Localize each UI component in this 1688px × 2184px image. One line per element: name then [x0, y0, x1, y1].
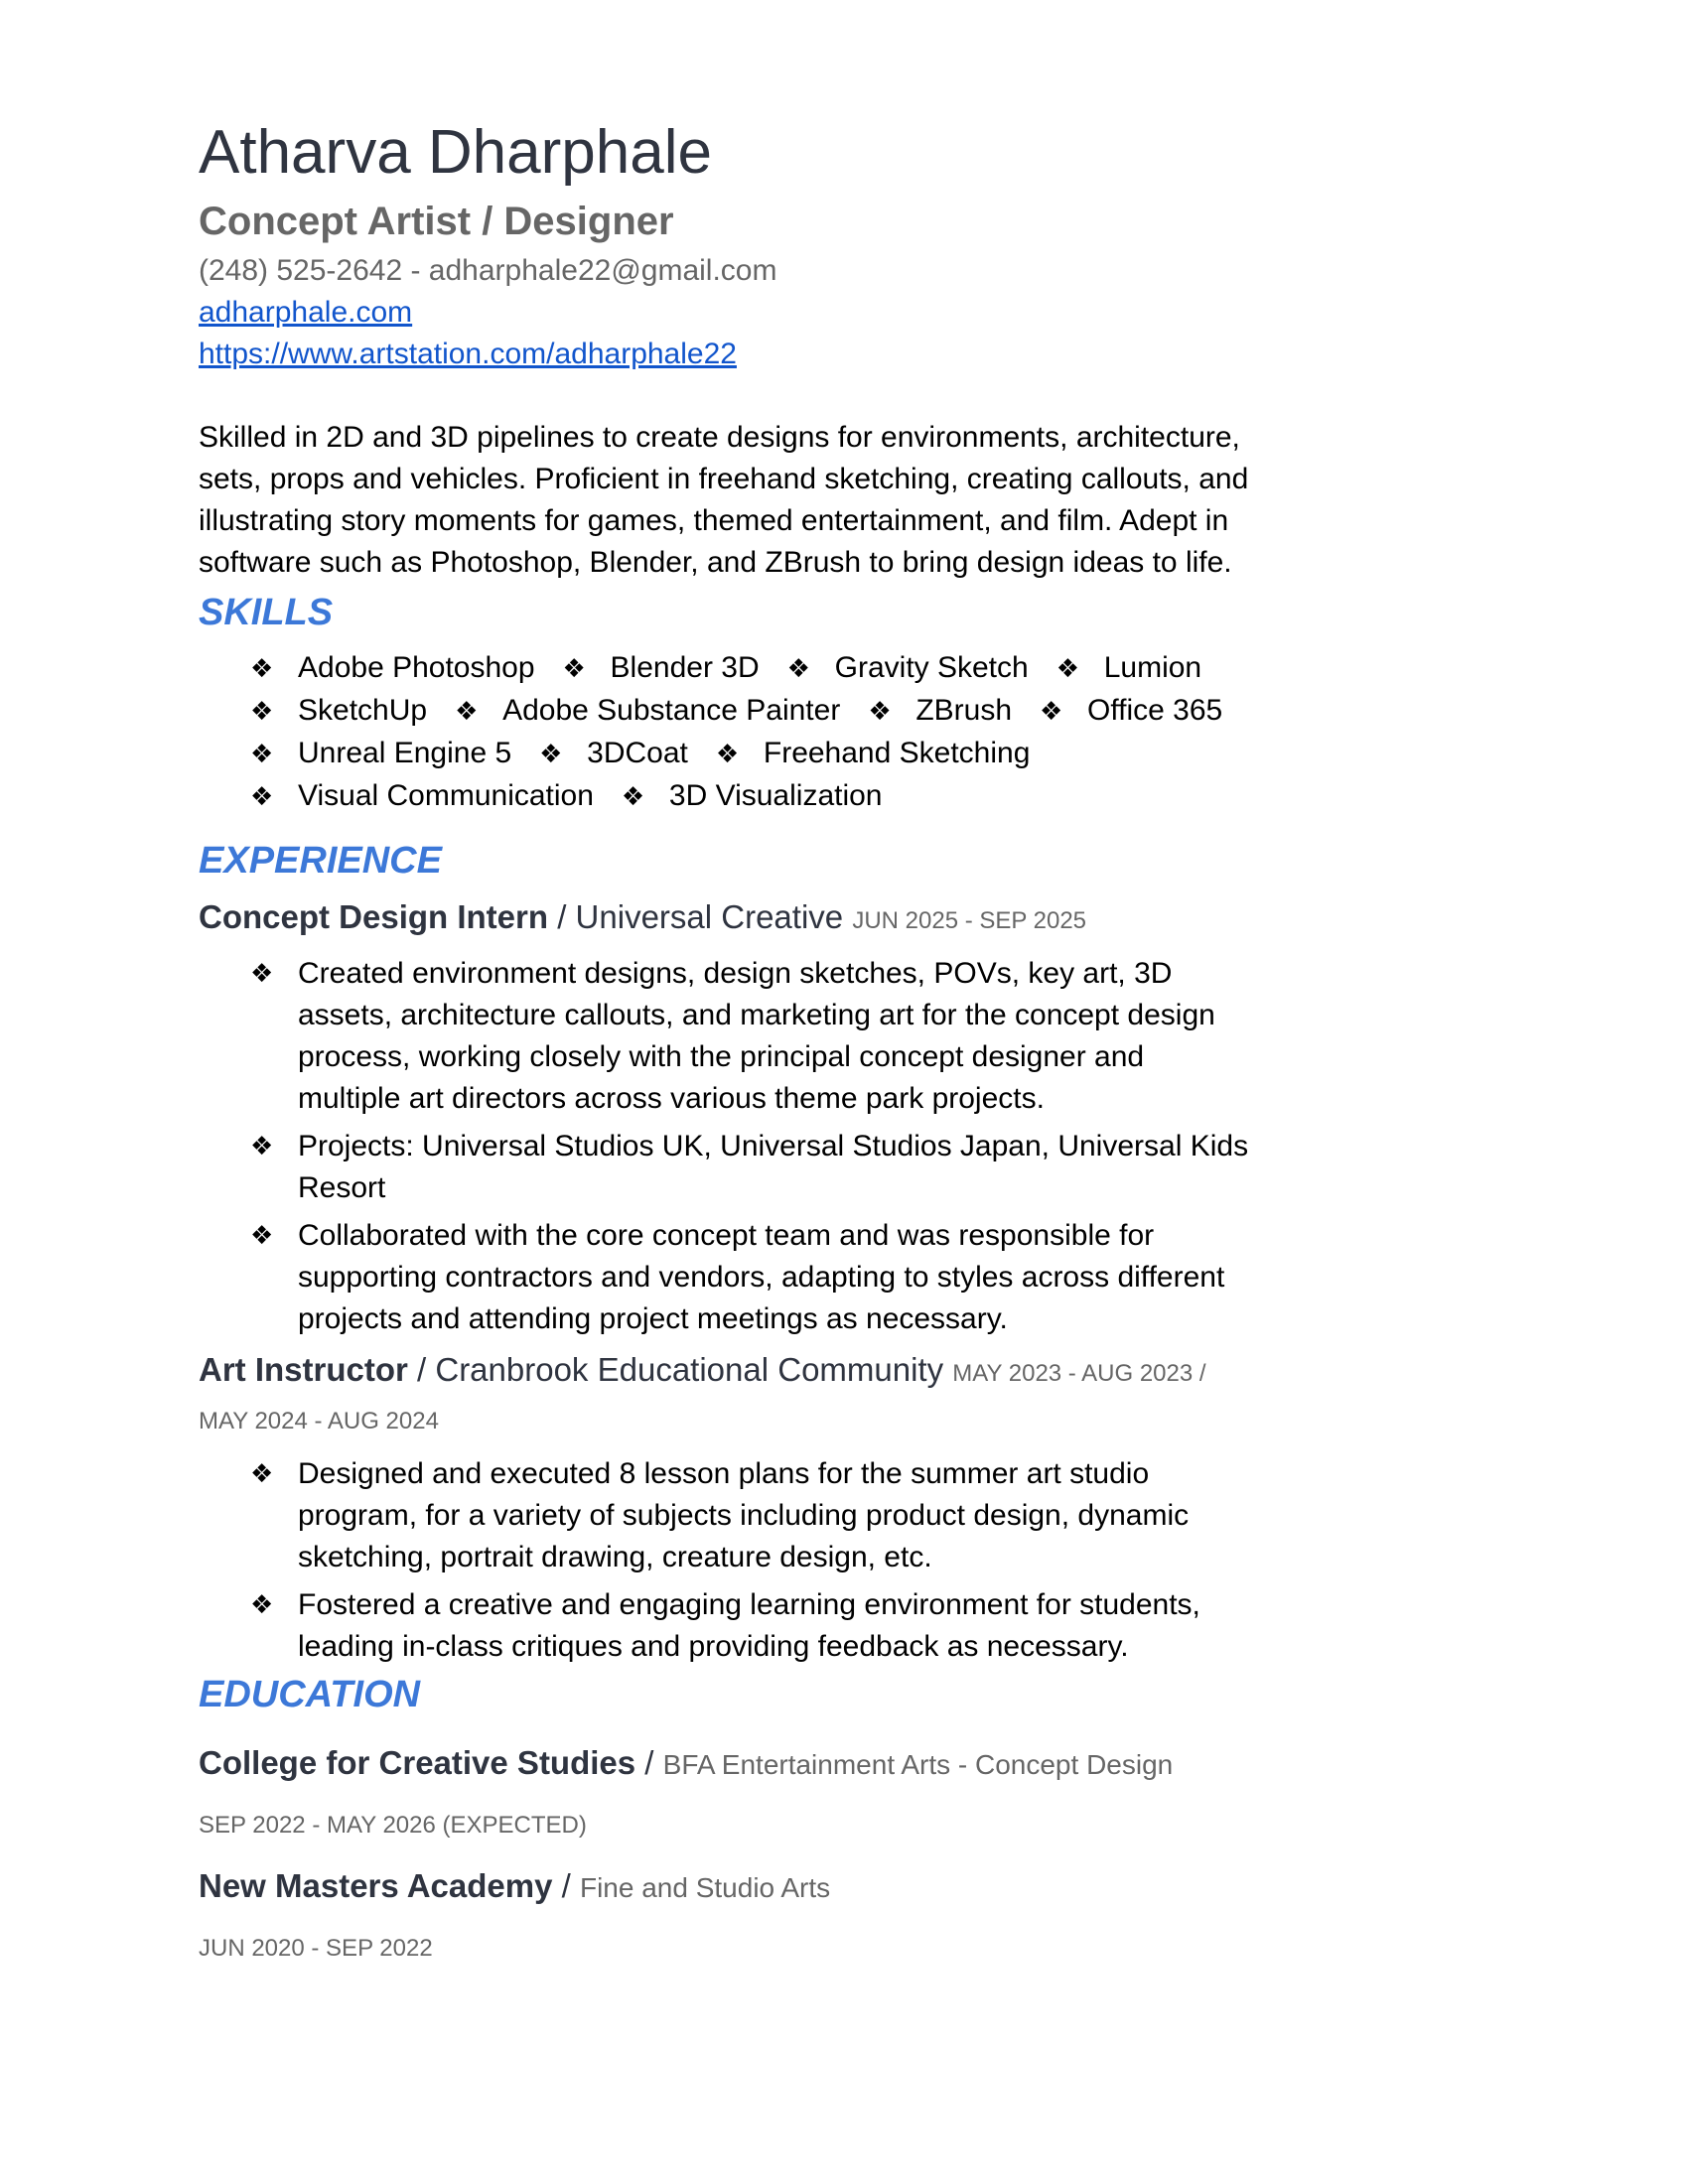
skill-label: 3D Visualization: [668, 779, 883, 812]
artstation-link[interactable]: https://www.artstation.com/adharphale22: [199, 338, 737, 370]
skill-spacer: [1012, 690, 1040, 733]
experience-list: [199, 895, 1251, 1668]
skill-label: Unreal Engine 5: [298, 737, 512, 769]
job-organization: Cranbrook Educational Community: [435, 1351, 944, 1388]
bullet-diamond-icon: ❖: [621, 782, 645, 812]
bullet-diamond-icon: ❖: [250, 1590, 274, 1620]
bullet-diamond-icon: ❖: [715, 740, 740, 769]
job-entry: [199, 895, 1251, 1340]
bullet-diamond-icon: ❖: [250, 697, 274, 727]
skills-row: [199, 775, 1251, 818]
bullet-diamond-icon: ❖: [250, 654, 274, 684]
education-entry: [199, 1864, 1251, 1966]
job-title: Art Instructor: [199, 1351, 408, 1388]
job-dates: JUN 2025 - SEP 2025: [852, 907, 1087, 934]
education-header: [199, 1864, 1251, 1910]
skill-label: Gravity Sketch: [834, 651, 1029, 684]
job-bullet-text: Created environment designs, design sketches, POVs, key art, 3D assets, architecture callouts, and marketing art for the concept design process, working closely with the principal concept designer and multiple art directors across various theme park projects.: [298, 957, 1215, 1115]
bullet-diamond-icon: ❖: [539, 740, 563, 769]
job-bullet-text: Fostered a creative and engaging learning environment for students, leading in-class critiques and providing feedback as necessary.: [298, 1588, 1200, 1663]
education-dates: SEP 2022 - MAY 2026 (EXPECTED): [199, 1812, 587, 1839]
bullet-diamond-icon: ❖: [250, 1221, 274, 1251]
skill-label: Freehand Sketching: [763, 737, 1031, 769]
skill-label: Lumion: [1103, 651, 1202, 684]
skill-item: [250, 647, 535, 690]
skill-item: [563, 647, 760, 690]
education-heading: EDUCATION: [199, 1674, 421, 1715]
job-header: [199, 895, 1251, 943]
skills-row: [199, 647, 1251, 690]
education-entry: [199, 1741, 1251, 1843]
bullet-diamond-icon: ❖: [786, 654, 810, 684]
website-link[interactable]: adharphale.com: [199, 296, 413, 329]
skill-item: [1040, 690, 1222, 733]
education-degree: Fine and Studio Arts: [579, 1872, 831, 1903]
bullet-diamond-icon: ❖: [250, 1459, 274, 1489]
skill-item: [716, 733, 1031, 775]
skill-spacer: [688, 733, 716, 775]
education-degree: BFA Entertainment Arts - Concept Design: [662, 1749, 1174, 1780]
job-title: Concept Design Intern: [199, 898, 549, 935]
skill-item: [868, 690, 1012, 733]
skill-spacer: [840, 690, 868, 733]
job-separator: /: [548, 898, 576, 935]
job-dates: MAY 2023 - AUG 2023 / MAY 2024 - AUG 2024: [199, 1360, 1206, 1434]
job-bullet-text: Collaborated with the core concept team and was responsible for supporting contractors and vendors, adapting to styles across different projects and attending project meetings as necessary.: [298, 1219, 1225, 1335]
education-dates: JUN 2020 - SEP 2022: [199, 1935, 433, 1962]
summary-paragraph: Skilled in 2D and 3D pipelines to create designs for environments, architecture, sets, props and vehicles. Proficient in freehand sketching, creating callouts, and illustrating story moments for games, themed entertainment, and film. Adept in software such as Photoshop, Blender, and ZBrush to bring design ideas to life.: [199, 421, 1249, 579]
resume-page: [199, 117, 1251, 1966]
bullet-diamond-icon: ❖: [1040, 697, 1063, 727]
skill-label: Adobe Photoshop: [298, 651, 535, 684]
skill-label: Office 365: [1087, 694, 1223, 727]
contact-info: (248) 525-2642 - adharphale22@gmail.com: [199, 254, 777, 287]
skill-label: ZBrush: [915, 694, 1013, 727]
skills-list: [199, 647, 1251, 818]
education-school: College for Creative Studies: [199, 1744, 636, 1781]
education-school: New Masters Academy: [199, 1867, 553, 1904]
skill-spacer: [535, 647, 563, 690]
education-separator: /: [635, 1744, 663, 1781]
skill-spacer: [760, 647, 787, 690]
skill-spacer: [511, 733, 539, 775]
education-list: [199, 1741, 1251, 1966]
skill-item: [250, 690, 427, 733]
job-bullets: [199, 1453, 1251, 1668]
skills-row: [199, 733, 1251, 775]
candidate-title: Concept Artist / Designer: [199, 200, 674, 243]
job-bullet: [250, 1453, 1251, 1578]
job-entry: [199, 1348, 1251, 1668]
skill-label: 3DCoat: [587, 737, 688, 769]
job-header: [199, 1348, 1251, 1443]
job-bullet-text: Projects: Universal Studios UK, Universal Studios Japan, Universal Kids Resort: [298, 1130, 1249, 1204]
skills-row: [199, 690, 1251, 733]
skill-label: Adobe Substance Painter: [502, 694, 841, 727]
job-organization: Universal Creative: [575, 898, 844, 935]
skill-spacer: [594, 775, 622, 818]
skill-item: [787, 647, 1029, 690]
skill-item: [250, 775, 594, 818]
job-bullets: [199, 953, 1251, 1340]
skill-item: [250, 733, 511, 775]
skill-label: SketchUp: [298, 694, 428, 727]
skill-item: [1056, 647, 1201, 690]
bullet-diamond-icon: ❖: [250, 1132, 274, 1161]
education-header: [199, 1741, 1251, 1787]
skill-item: [622, 775, 883, 818]
job-separator: /: [407, 1351, 436, 1388]
skill-item: [455, 690, 840, 733]
bullet-diamond-icon: ❖: [250, 740, 274, 769]
skills-heading: SKILLS: [199, 592, 334, 633]
bullet-diamond-icon: ❖: [250, 782, 274, 812]
job-bullet: [250, 953, 1251, 1120]
bullet-diamond-icon: ❖: [1055, 654, 1080, 684]
skill-spacer: [1029, 647, 1056, 690]
job-bullet-text: Designed and executed 8 lesson plans for the summer art studio program, for a variety of subjects including product design, dynamic sketching, portrait drawing, creature design, etc.: [298, 1457, 1190, 1573]
skill-label: Visual Communication: [298, 779, 594, 812]
bullet-diamond-icon: ❖: [562, 654, 586, 684]
job-bullet: [250, 1215, 1251, 1340]
job-bullet: [250, 1584, 1251, 1668]
bullet-diamond-icon: ❖: [868, 697, 892, 727]
bullet-diamond-icon: ❖: [250, 959, 274, 989]
education-separator: /: [552, 1867, 580, 1904]
experience-heading: EXPERIENCE: [199, 840, 442, 882]
skill-spacer: [427, 690, 455, 733]
job-bullet: [250, 1126, 1251, 1209]
candidate-name: Atharva Dharphale: [199, 118, 712, 187]
skill-label: Blender 3D: [610, 651, 760, 684]
skill-item: [539, 733, 688, 775]
bullet-diamond-icon: ❖: [455, 697, 479, 727]
